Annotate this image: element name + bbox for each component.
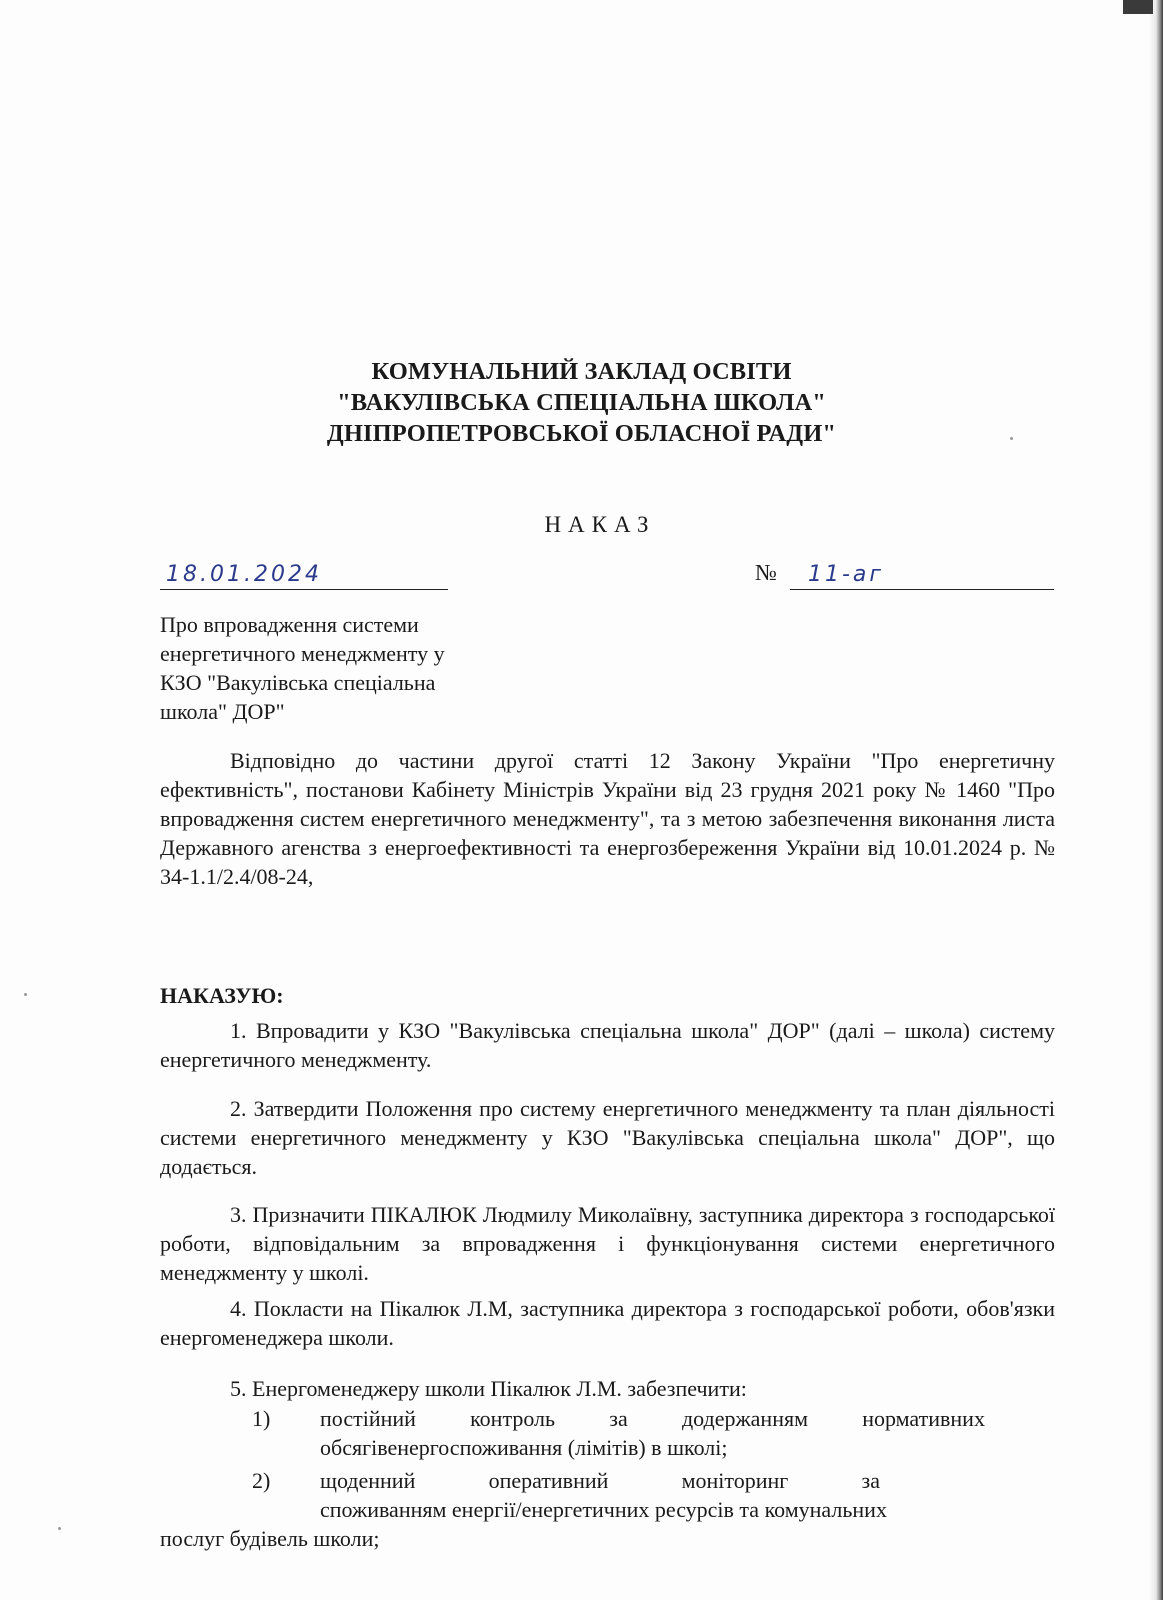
subitem-2-word: щоденний <box>320 1468 416 1493</box>
order-item-1: 1. Впровадити у КЗО "Вакулівська спеціальна школа" ДОР" (далі – школа) систему енергетичного менеджменту. <box>160 1018 1055 1072</box>
number-label: № <box>755 560 777 585</box>
order-item-5: 5. Енергоменеджеру школи Пікалюк Л.М. забезпечити: <box>230 1376 747 1401</box>
subitem-1-number: 1) <box>252 1406 271 1431</box>
subitem-1-word: постійний <box>320 1406 416 1431</box>
subitem-1-line-2: обсягівенергоспоживання (лімітів) в школі; <box>320 1435 728 1460</box>
subitem-1-word: за <box>609 1406 628 1431</box>
order-item-3: 3. Призначити ПІКАЛЮК Людмилу Миколаївну, заступника директора з господарської роботи, відповідальним за впровадження і функціонування системи енергетичного менеджменту у школі. <box>160 1202 1055 1285</box>
date-field <box>160 553 448 590</box>
order-heading: НАКАЗУЮ: <box>160 983 284 1008</box>
institution-header <box>0 356 1163 449</box>
subitem-1-word: додержанням <box>681 1406 809 1431</box>
subitem-2-word: за <box>861 1468 880 1493</box>
subitem-2 <box>0 1466 1163 1556</box>
subject-line-4: школа" ДОР" <box>160 699 285 724</box>
subitem-2-word: моніторинг <box>681 1468 789 1493</box>
subject-line-2: енергетичного менеджменту у <box>160 641 445 666</box>
handwritten-number: 11-аг <box>808 562 884 587</box>
subitem-2-word: оперативний <box>488 1468 609 1493</box>
scan-speck <box>1010 437 1013 440</box>
subitem-2-line-1 <box>320 1466 880 1495</box>
subitem-2-number: 2) <box>252 1468 271 1493</box>
subitem-1-line-1 <box>320 1404 985 1433</box>
subject-line-3: КЗО "Вакулівська спеціальна <box>160 670 436 695</box>
order-item-2: 2. Затвердити Положення про систему енергетичного менеджменту та план діяльності системи енергетичного менеджменту у КЗО "Вакулівська спеціальна школа" ДОР", що додається. <box>160 1096 1055 1179</box>
number-field <box>790 553 1054 590</box>
order-item-4: 4. Покласти на Пікалюк Л.М, заступника директора з господарської роботи, обов'язки енергоменеджера школи. <box>160 1296 1055 1350</box>
subitem-1-word: нормативних <box>862 1406 985 1431</box>
handwritten-date: 18.01.2024 <box>166 562 322 587</box>
subitem-2-line-3: послуг будівель школи; <box>160 1526 380 1551</box>
subitem-2-line-2: споживанням енергії/енергетичних ресурсів та комунальних <box>320 1497 887 1522</box>
subitem-1 <box>0 1404 1163 1464</box>
subject-line-1: Про впровадження системи <box>160 612 419 637</box>
scan-corner-shadow <box>1123 0 1153 14</box>
scan-speck <box>58 1527 61 1530</box>
header-line-2: "ВАКУЛІВСЬКА СПЕЦІАЛЬНА ШКОЛА" <box>337 389 826 416</box>
preamble-paragraph: Відповідно до частини другої статті 12 Закону України "Про енергетичну ефективність", постанови Кабінету Міністрів України від 23 грудня 2021 року № 1460 "Про впровадження систем енергетичного менеджменту", та з метою забезпечення виконання листа Державного агенства з енергоефективності та енергозбереження України від 10.01.2024 р. № 34-1.1/2.4/08-24, <box>160 748 1055 889</box>
scan-speck <box>24 993 27 996</box>
header-line-1: КОМУНАЛЬНИЙ ЗАКЛАД ОСВІТИ <box>371 358 792 385</box>
scan-edge-shadow <box>1149 0 1163 1600</box>
subitem-1-word: контроль <box>470 1406 556 1431</box>
header-line-3: ДНІПРОПЕТРОВСЬКОЇ ОБЛАСНОЇ РАДИ" <box>326 420 837 447</box>
document-type: НАКАЗ <box>544 512 656 537</box>
order-subject <box>160 610 540 726</box>
